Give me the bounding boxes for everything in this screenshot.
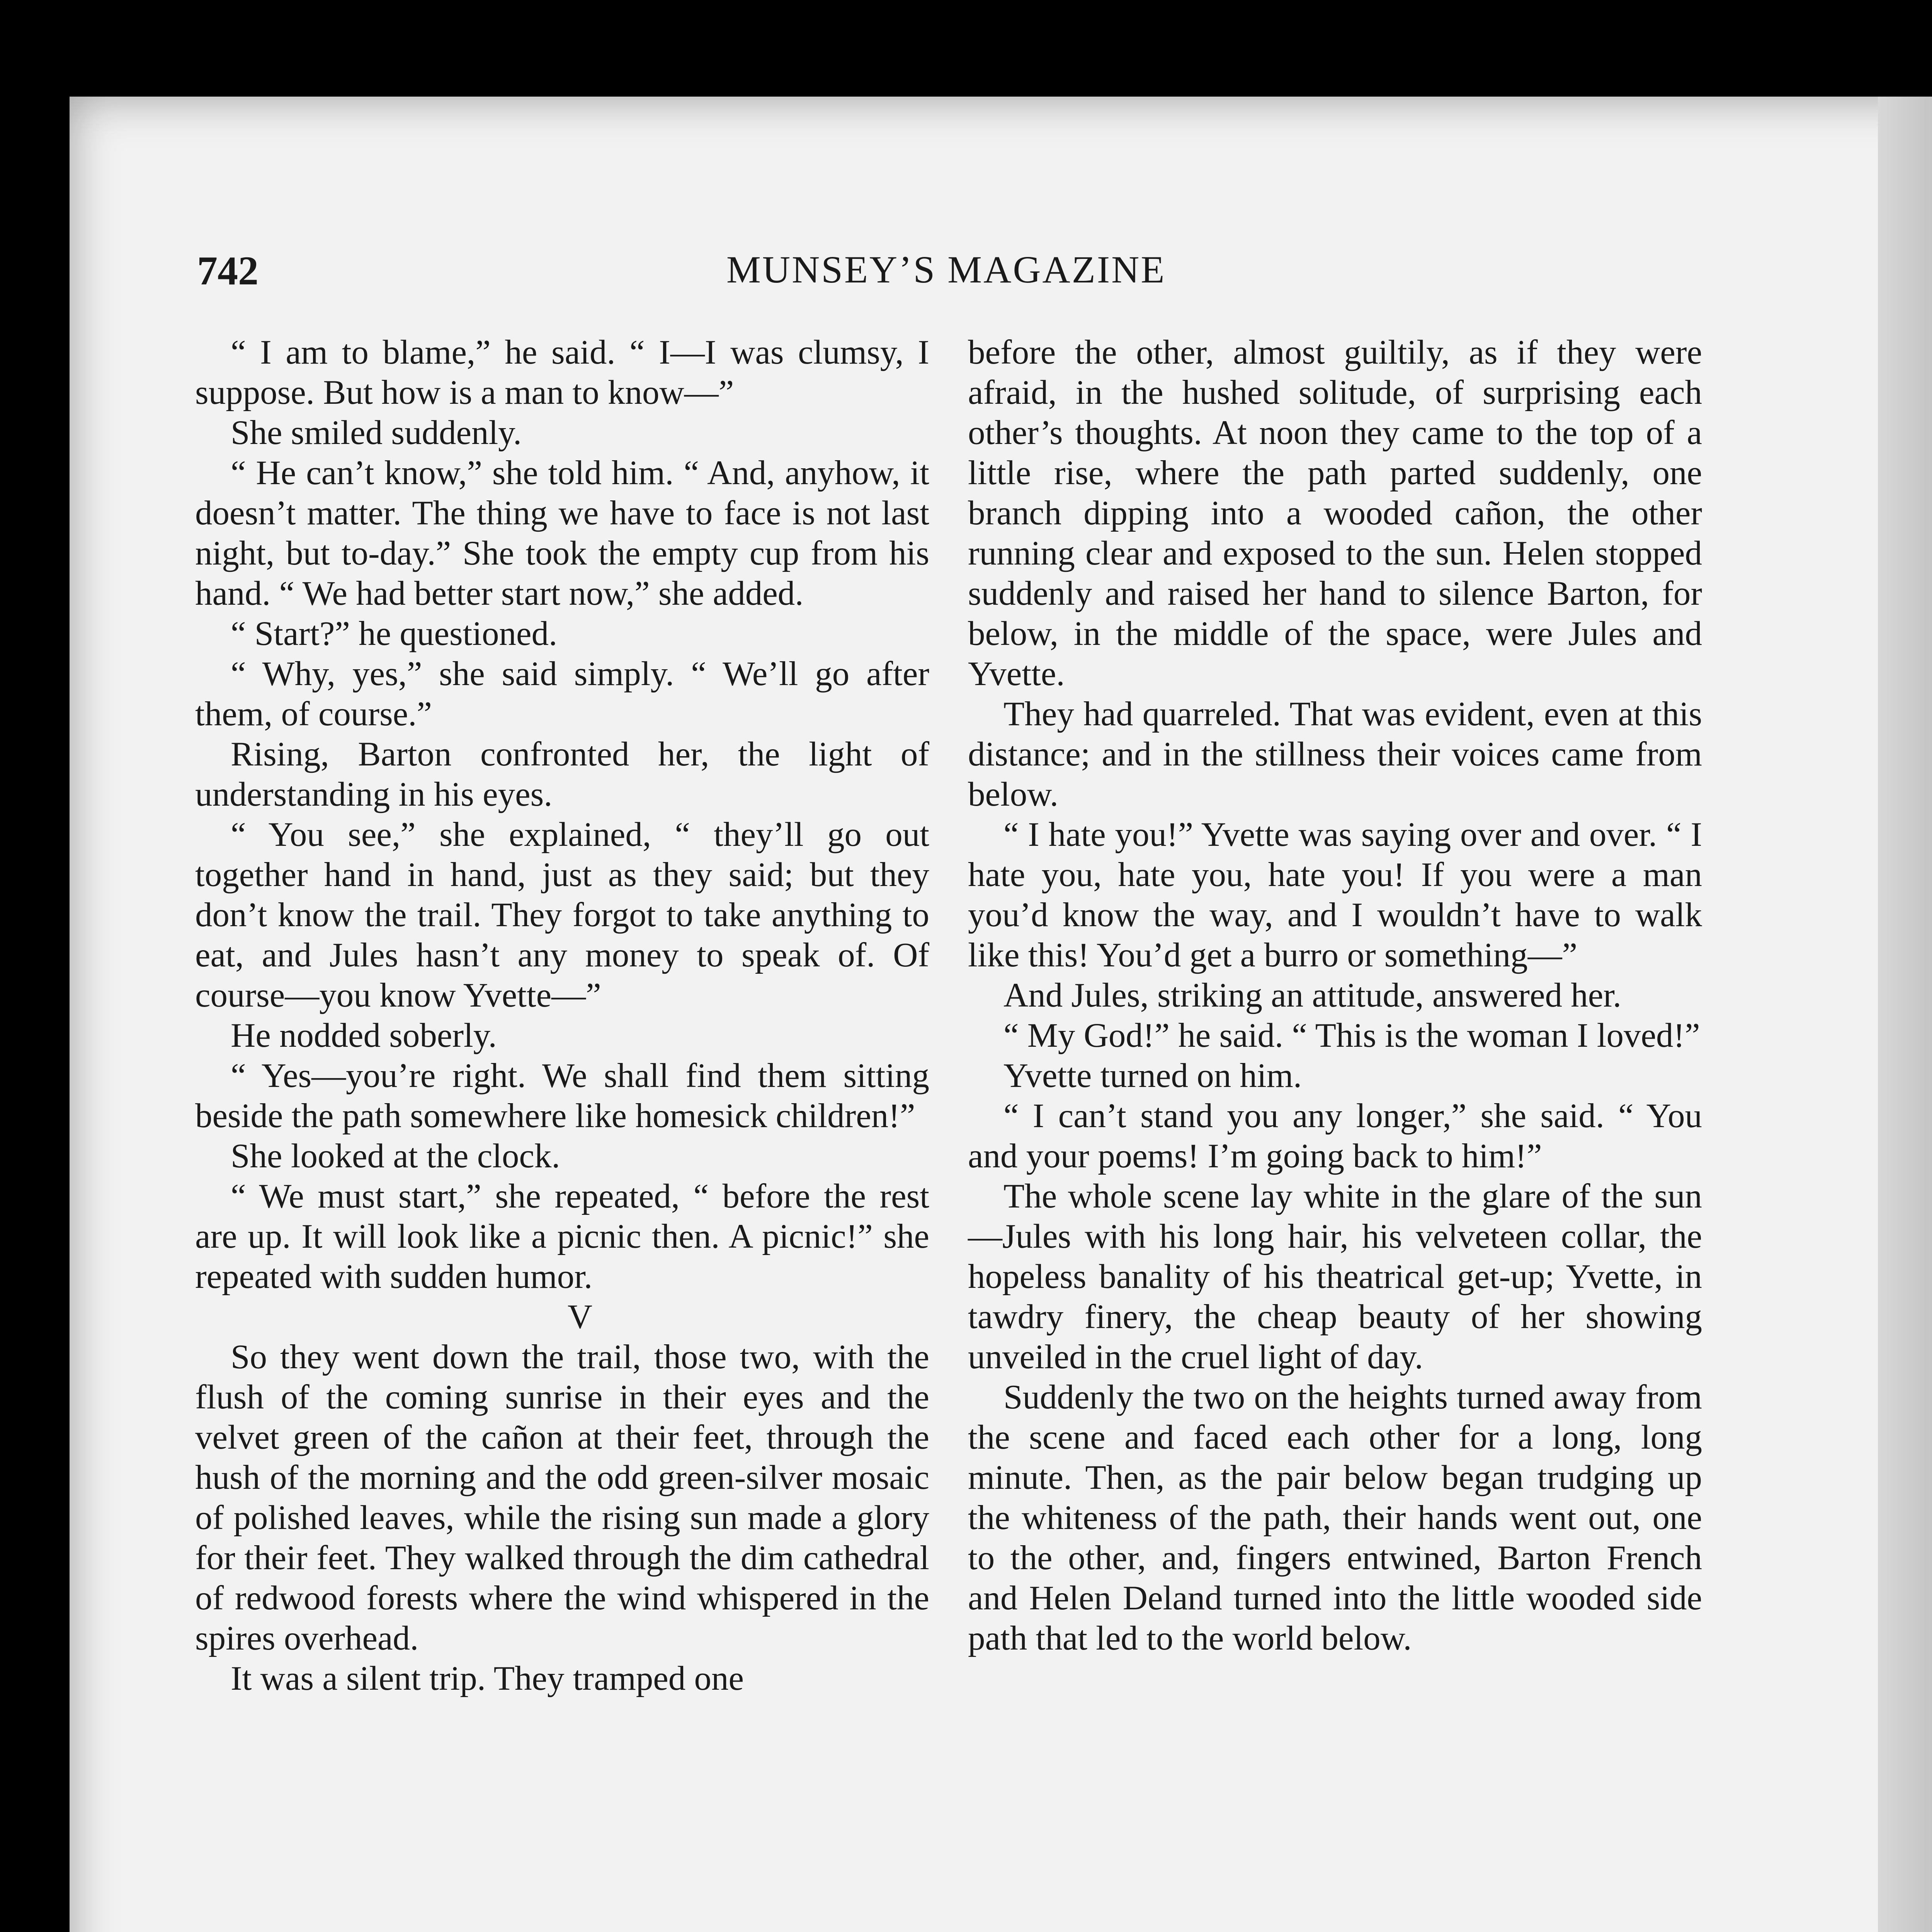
paragraph: They had quarreled. That was evident, even at this distance; and in the stillness their voices came from below.: [968, 695, 1702, 813]
page-number: 742: [197, 248, 259, 293]
section-numeral: V: [567, 1298, 593, 1336]
paragraph: before the other, almost guiltily, as if they were afraid, in the hushed solitude, of surprising each other’s thoughts. At noon they came to the top of a little rise, where the path parted suddenly, one branch dipping into a wooded cañon, the other running clear and exposed to the sun. Helen stopped suddenly and raised her hand to silence Barton, for below, in the middle of the space, were Jules and Yvette.: [968, 333, 1702, 693]
running-head: MUNSEY’S MAGAZINE: [726, 248, 1166, 291]
paragraph: “ Yes—you’re right. We shall find them sitting beside the path somewhere like homesick children!”: [195, 1057, 929, 1135]
paragraph: Rising, Barton confronted her, the light of understanding in his eyes.: [195, 735, 929, 813]
paragraph: So they went down the trail, those two, with the flush of the coming sunrise in their eyes and the velvet green of the cañon at their feet, through the hush of the morning and the odd green-silver mosaic of polished leaves, while the rising sun made a glory for their feet. They walked through the dim cathedral of redwood forests where the wind whispered in the spires overhead.: [195, 1338, 929, 1657]
facing-page-edge: [1878, 97, 1932, 1932]
paragraph: “ Why, yes,” she said simply. “ We’ll go after them, of course.”: [195, 655, 929, 733]
paragraph: He nodded soberly.: [231, 1017, 497, 1054]
paragraph: Suddenly the two on the heights turned away from the scene and faced each other for a long, long minute. Then, as the pair below began trudging up the whiteness of the path, their hands went out, one to the other, and, fingers entwined, Barton French and Helen Deland turned into the little wooded side path that led to the world below.: [968, 1378, 1702, 1657]
paragraph: She smiled suddenly.: [231, 414, 522, 452]
paragraph: “ Start?” he questioned.: [231, 615, 558, 653]
right-paragraphs: [968, 332, 1702, 1658]
paragraph: “ My God!” he said. “ This is the woman I loved!”: [1003, 1017, 1700, 1054]
page-header: [197, 247, 1182, 298]
paragraph: It was a silent trip. They tramped one: [231, 1660, 744, 1697]
right-column: [968, 332, 1702, 1658]
paragraph: “ He can’t know,” she told him. “ And, anyhow, it doesn’t matter. The thing we have to face is not last night, but to-day.” She took the empty cup from his hand. “ We had better start now,” she added.: [195, 454, 929, 612]
paragraph: She looked at the clock.: [231, 1137, 560, 1175]
paragraph: And Jules, striking an attitude, answered her.: [1003, 976, 1622, 1014]
left-column: [195, 332, 929, 1699]
paragraph: “ You see,” she explained, “ they’ll go out together hand in hand, just as they said; but they don’t know the trail. They forgot to take anything to eat, and Jules hasn’t any money to speak of. Of course—you know Yvette—”: [195, 816, 929, 1014]
left-paragraphs: [195, 332, 929, 1297]
paragraph: The whole scene lay white in the glare of the sun—Jules with his long hair, his velveteen collar, the hopeless banality of his theatrical get-up; Yvette, in tawdry finery, the cheap beauty of her showing unveiled in the cruel light of day.: [968, 1177, 1702, 1376]
left-paragraphs-after: [195, 1337, 929, 1699]
paragraph: Yvette turned on him.: [1003, 1057, 1302, 1095]
paragraph: “ I am to blame,” he said. “ I—I was clumsy, I suppose. But how is a man to know—”: [195, 333, 929, 412]
paragraph: “ I can’t stand you any longer,” she said. “ You and your poems! I’m going back to him!”: [968, 1097, 1702, 1175]
paragraph: “ I hate you!” Yvette was saying over and over. “ I hate you, hate you, hate you! If you were a man you’d know the way, and I wouldn’t have to walk like this! You’d get a burro or something—”: [968, 816, 1702, 974]
paragraph: “ We must start,” she repeated, “ before the rest are up. It will look like a picnic then. A picnic!” she repeated with sudden humor.: [195, 1177, 929, 1296]
